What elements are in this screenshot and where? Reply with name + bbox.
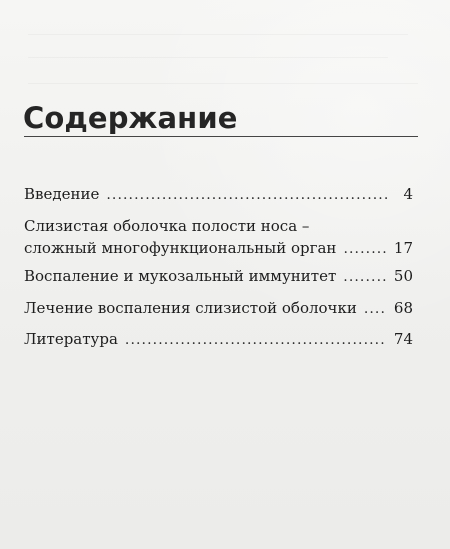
toc-entry <box>24 215 413 259</box>
toc-page-number: 4 <box>403 185 413 203</box>
toc-row <box>24 183 413 205</box>
toc-leader-dots <box>106 185 388 205</box>
toc-entry <box>24 183 413 205</box>
toc-leader-dots <box>343 239 386 259</box>
toc-page-number: 74 <box>393 330 413 348</box>
toc-leader-dots <box>364 299 387 319</box>
toc-row <box>24 328 413 350</box>
toc-entry-title: Воспаление и мукозальный иммунитет <box>24 267 337 285</box>
toc-row <box>24 237 413 259</box>
toc-entry-title: Введение <box>24 185 100 203</box>
toc-leader-dots <box>125 330 387 350</box>
toc-entry-title-line-2: сложный многофункциональный орган <box>24 239 337 257</box>
toc-page-number: 68 <box>393 299 413 317</box>
page-title: Содержание <box>23 101 238 135</box>
toc-leader-dots <box>343 267 387 287</box>
toc-entry-title: Литература <box>24 330 118 348</box>
background-texture-line <box>28 34 408 35</box>
toc-page-number: 17 <box>393 239 413 257</box>
toc-entry <box>24 297 413 319</box>
title-underline <box>24 136 418 137</box>
toc-page-number: 50 <box>393 267 413 285</box>
toc-row <box>24 297 413 319</box>
toc-row <box>24 265 413 287</box>
toc-entry-title-line-1: Слизистая оболочка полости носа – <box>24 217 310 235</box>
toc-entry <box>24 328 413 350</box>
toc-entry-title: Лечение воспаления слизистой оболочки <box>24 299 357 317</box>
toc-entry <box>24 265 413 287</box>
background-texture-line <box>28 83 418 84</box>
background-texture-line <box>28 57 388 58</box>
